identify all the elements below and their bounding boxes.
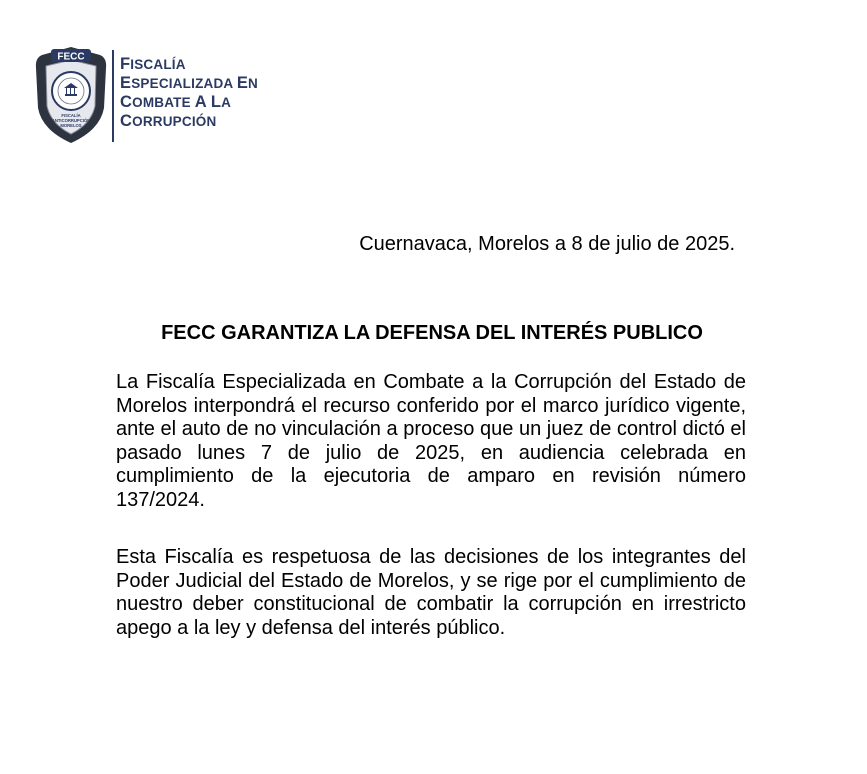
badge-label-line3: MORELOS (60, 123, 82, 128)
organization-name (120, 55, 320, 131)
document-date: Cuernavaca, Morelos a 8 de julio de 2025. (359, 233, 735, 255)
org-name-line-1: FISCALÍA (120, 55, 186, 73)
badge-label-line1: FISCALÍA (61, 113, 81, 118)
logo-divider (112, 50, 114, 142)
org-name-line-2: ESPECIALIZADA EN (120, 74, 258, 92)
badge-label-line2: ANTICORRUPCIÓN (51, 118, 91, 123)
fecc-badge-logo (34, 46, 108, 144)
body-paragraph: Esta Fiscalía es respetuosa de las decisiones de los integrantes del Poder Judicial del Estado de Morelos, y se rige por el cumplimiento de nuestro deber constitucional de combatir la corrupción en irrestricto apego a la ley y defensa del interés público. (116, 546, 746, 639)
document-title: FECC GARANTIZA LA DEFENSA DEL INTERÉS PUBLICO (161, 322, 703, 344)
org-name-line-3: COMBATE A LA (120, 93, 232, 111)
body-paragraph: La Fiscalía Especializada en Combate a la Corrupción del Estado de Morelos interpondrá el recurso conferido por el marco jurídico vigente, ante el auto de no vinculación a proceso que un juez de control dictó el pasado lunes 7 de julio de 2025, en audiencia celebrada en cumplimiento de la ejecutoria de amparo en revisión número 137/2024. (116, 371, 746, 511)
badge-fecc-text: FECC (57, 51, 85, 63)
org-name-line-4: CORRUPCIÓN (120, 112, 217, 130)
